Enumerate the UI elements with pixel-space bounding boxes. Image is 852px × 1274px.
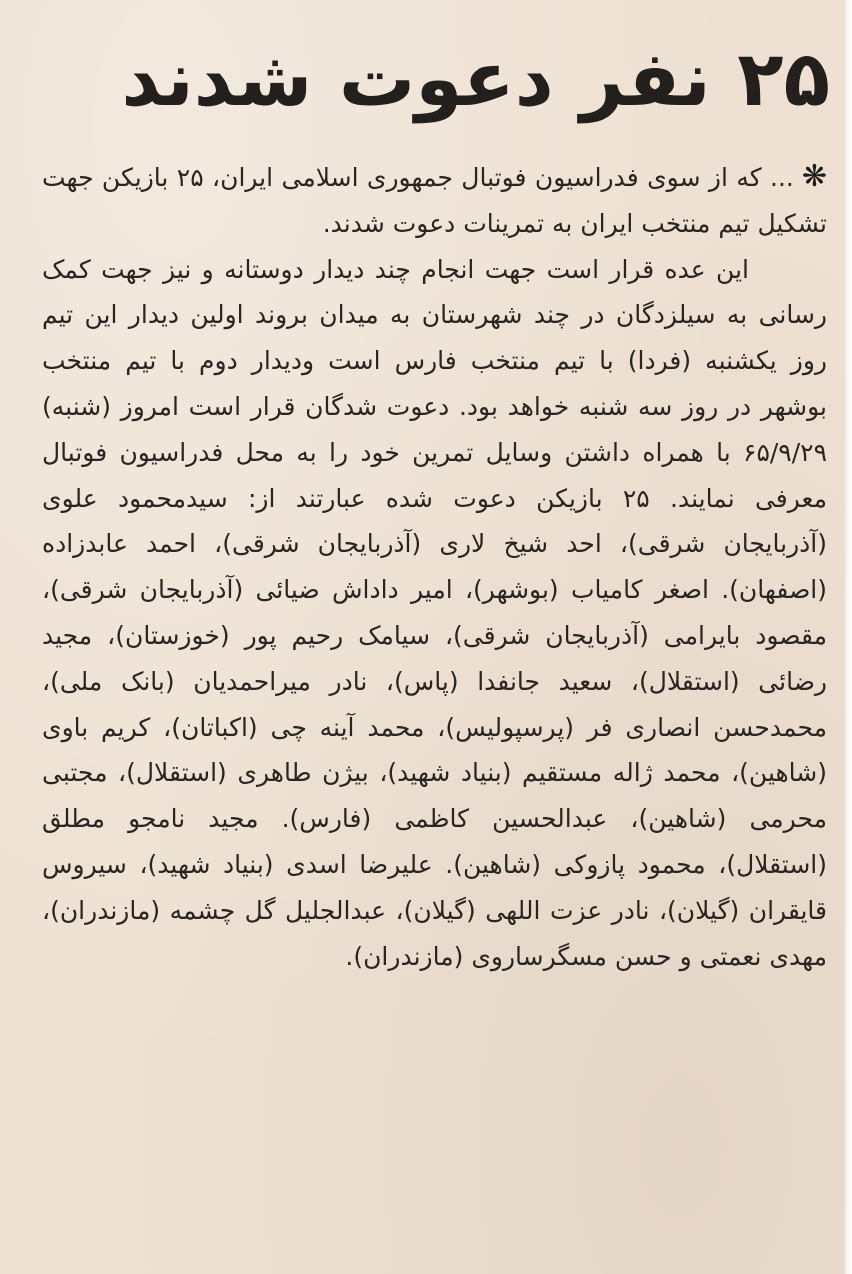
intro-paragraph bbox=[42, 154, 827, 247]
asterisk-marker: ❋ bbox=[801, 159, 827, 194]
headline: ۲۵ نفر دعوت شدند bbox=[121, 34, 830, 123]
article-body bbox=[42, 154, 827, 979]
main-paragraph: این عده قرار است جهت انجام چند دیدار دوستانه و نیز جهت کمک رسانی به سیلزدگان در چند شهرستان به میدان بروند اولین دیدار این تیم روز یکشنبه (فردا) با تیم منتخب فارس است ودیدار دوم با تیم منتخب بوشهر در روز سه شنبه خواهد بود. دعوت شدگان قرار است امروز (شنبه) ۶۵/۹/۲۹ با همراه داشتن وسایل تمرین خود را به محل فدراسیون فوتبال معرفی نمایند. ۲۵ بازیکن دعوت شده عبارتند از: سیدمحمود علوی (آذربایجان شرقی)، احد شیخ لاری (آذربایجان شرقی)، احمد عابدزاده (اصفهان). اصغر کامیاب (بوشهر)، امیر داداش ضیائی (آذربایجان شرقی)، مقصود بایرامی (آذربایجان شرقی)، سیامک رحیم پور (خوزستان)، مجید رضائی (استقلال)، سعید جانفدا (پاس)، نادر میراحمدیان (بانک ملی)، محمدحسن انصاری فر (پرسپولیس)، محمد آینه چی (اکباتان)، کریم باوی (شاهین)، محمد ژاله مستقیم (بنیاد شهید)، بیژن طاهری (استقلال)، مجتبی محرمی (شاهین)، عبدالحسین کاظمی (فارس). مجید نامجو مطلق (استقلال)، محمود پازوکی (شاهین). علیرضا اسدی (بنیاد شهید)، سیروس قایقران (گیلان)، نادر عزت اللهی (گیلان)، عبدالجلیل گل چشمه (مازندران)، مهدی نعمتی و حسن مسگرساروی (مازندران). bbox=[42, 254, 828, 971]
intro-paragraph-text: ... که از سوی فدراسیون فوتبال جمهوری اسلامی ایران، ۲۵ بازیکن جهت تشکیل تیم منتخب ایران به تمرینات دعوت شدند. bbox=[42, 163, 827, 238]
page-edge bbox=[844, 0, 852, 1274]
